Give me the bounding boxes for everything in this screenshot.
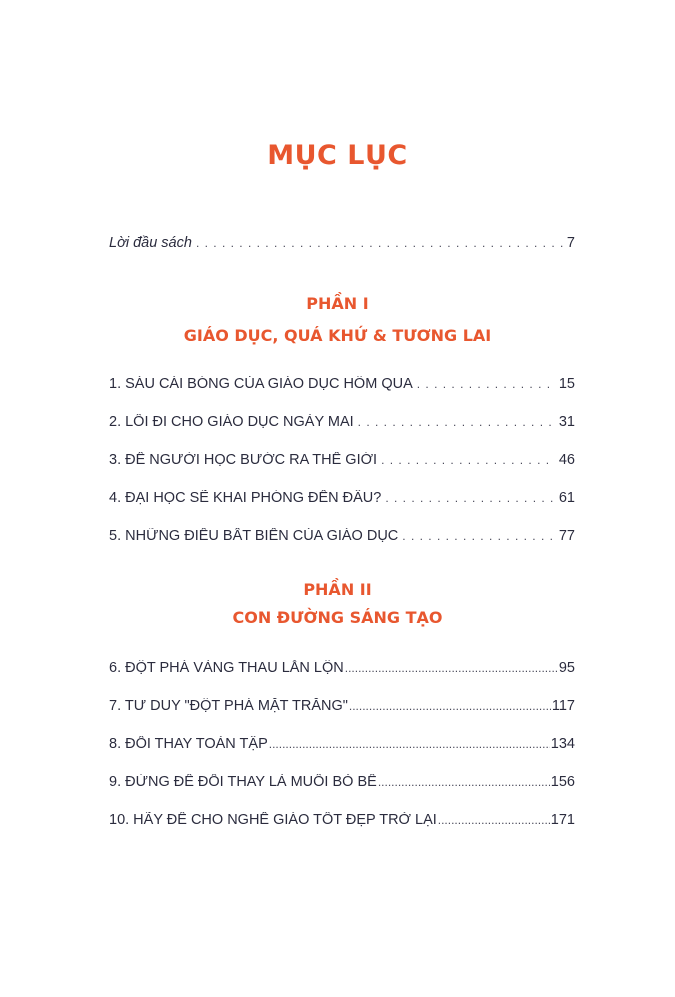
toc-page-number: 156 xyxy=(550,774,575,790)
toc-entry[interactable] xyxy=(109,698,575,720)
toc-page-number: 61 xyxy=(558,490,575,506)
dot-leader xyxy=(381,453,555,467)
dot-leader xyxy=(358,415,555,429)
dot-leader xyxy=(385,491,555,505)
toc-entry[interactable] xyxy=(109,490,575,512)
toc-page-number: 117 xyxy=(551,698,575,714)
toc-entry[interactable] xyxy=(109,376,575,398)
toc-entry-label: 10. HÃY ĐỂ CHO NGHỀ GIÁO TỐT ĐẸP TRỞ LẠI xyxy=(109,812,437,828)
toc-page-number: 77 xyxy=(558,528,575,544)
part-heading: PHẦN II xyxy=(303,580,372,599)
toc-entry-label: 2. LỐI ĐI CHO GIÁO DỤC NGÀY MAI xyxy=(109,414,354,430)
toc-page-number: 46 xyxy=(558,452,575,468)
toc-entry-preface[interactable] xyxy=(109,235,575,257)
part-subtitle: CON ĐƯỜNG SÁNG TẠO xyxy=(232,608,443,627)
dot-leader xyxy=(417,377,555,391)
toc-entry-label: 1. SÁU CÁI BÓNG CỦA GIÁO DỤC HÔM QUA xyxy=(109,376,413,392)
toc-page-number: 15 xyxy=(558,376,575,392)
toc-entry-label: 5. NHỮNG ĐIỀU BẤT BIẾN CỦA GIÁO DỤC xyxy=(109,528,399,544)
toc-entry-label: Lời đầu sách xyxy=(109,235,192,251)
toc-page-number: 171 xyxy=(550,812,575,828)
dot-leader xyxy=(269,737,550,751)
toc-entry-label: 8. ĐỔI THAY TOÀN TẬP xyxy=(109,736,268,752)
dot-leader xyxy=(438,813,550,827)
toc-entry-label: 6. ĐỘT PHÁ VÀNG THAU LẪN LỘN xyxy=(109,660,344,676)
toc-page-number: 134 xyxy=(550,736,575,752)
toc-entry[interactable] xyxy=(109,812,575,834)
dot-leader xyxy=(196,236,563,250)
toc-entry-label: 7. TƯ DUY "ĐỘT PHÁ MẶT TRĂNG" xyxy=(109,698,348,714)
page-title: MỤC LỤC xyxy=(267,140,408,171)
dot-leader xyxy=(378,775,550,789)
toc-entry[interactable] xyxy=(109,452,575,474)
part-subtitle: GIÁO DỤC, QUÁ KHỨ & TƯƠNG LAI xyxy=(183,326,492,345)
toc-entry[interactable] xyxy=(109,414,575,436)
toc-entry-label: 4. ĐẠI HỌC SẼ KHAI PHÓNG ĐẾN ĐÂU? xyxy=(109,490,382,506)
dot-leader xyxy=(349,699,551,713)
dot-leader xyxy=(402,529,555,543)
toc-page-number: 31 xyxy=(558,414,575,430)
toc-entry-label: 9. ĐỪNG ĐỂ ĐỔI THAY LÀ MUỐI BỎ BỂ xyxy=(109,774,377,790)
toc-page-number: 7 xyxy=(566,235,575,251)
toc-entry-label: 3. ĐỂ NGƯỜI HỌC BƯỚC RA THẾ GIỚI xyxy=(109,452,378,468)
toc-page-number: 95 xyxy=(558,660,575,676)
dot-leader xyxy=(345,661,558,675)
toc-entry[interactable] xyxy=(109,528,575,550)
toc-entry[interactable] xyxy=(109,660,575,682)
toc-entry[interactable] xyxy=(109,736,575,758)
toc-entry[interactable] xyxy=(109,774,575,796)
part-heading: PHẦN I xyxy=(306,294,369,313)
